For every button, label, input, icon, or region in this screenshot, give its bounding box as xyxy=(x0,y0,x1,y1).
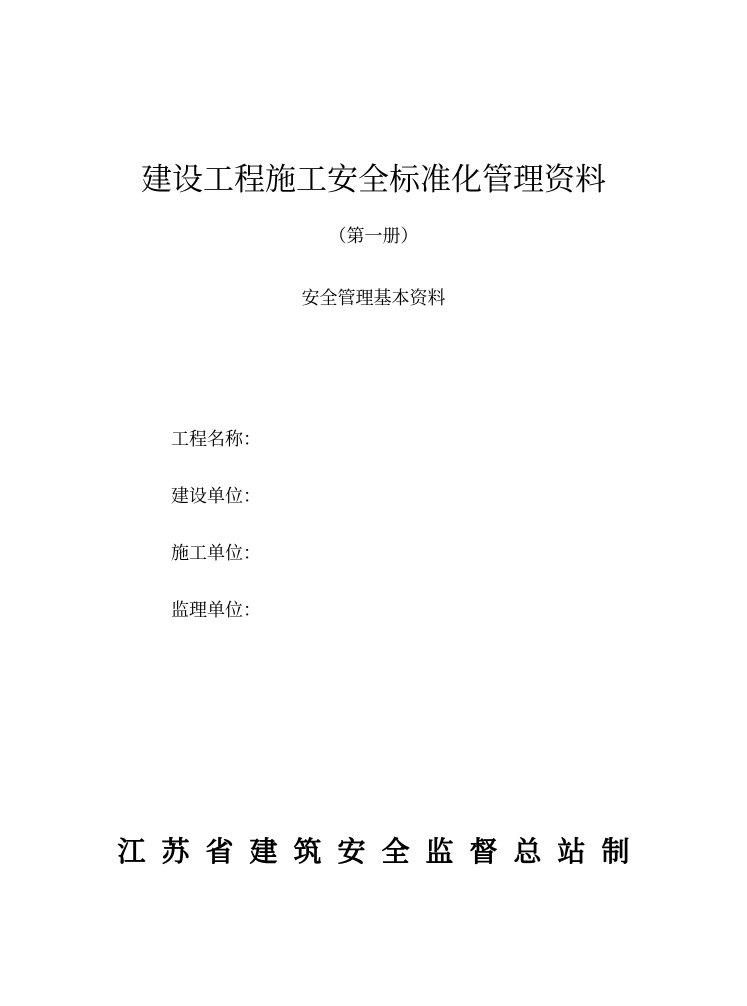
field-label: 施工单位： xyxy=(171,543,261,564)
issuer-label: 江苏省建筑安全监督总站制 xyxy=(117,835,646,868)
volume-label: （第一册） xyxy=(328,226,419,247)
field-contractor xyxy=(171,541,651,598)
field-label: 工程名称： xyxy=(171,429,261,450)
field-label: 建设单位： xyxy=(171,486,261,507)
field-supervisor xyxy=(171,598,651,655)
document-title: 建设工程施工安全标准化管理资料 xyxy=(141,162,606,198)
project-info-fields xyxy=(171,427,651,655)
field-label: 监理单位： xyxy=(171,600,261,621)
field-construction-owner xyxy=(171,484,651,541)
field-project-name xyxy=(171,427,651,484)
document-subtitle: 安全管理基本资料 xyxy=(301,288,446,309)
